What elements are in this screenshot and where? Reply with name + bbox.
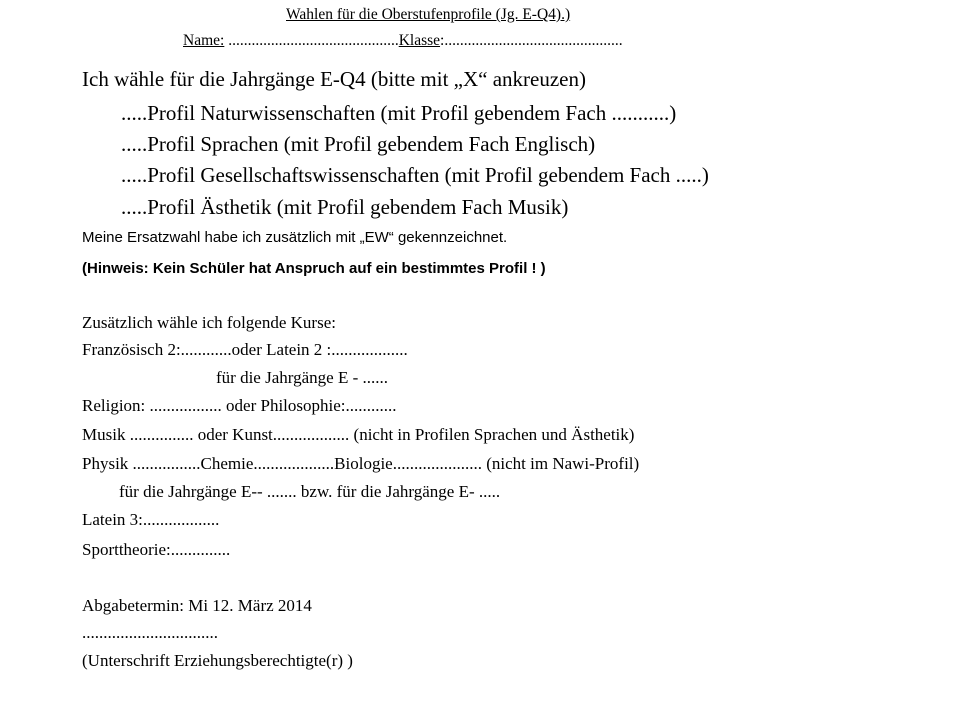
sporttheorie-row: Sporttheorie:.............. — [82, 540, 231, 559]
signature-label: (Unterschrift Erziehungsberechtigte(r) ) — [82, 651, 353, 670]
klasse-blank: :.............................................. — [440, 32, 623, 49]
profile-naturwissenschaften: .....Profil Naturwissenschaften (mit Profil gebendem Fach ...........) — [121, 101, 677, 125]
musik-row: Musik ............... oder Kunst.................. (nicht in Profilen Sprachen und Ästhetik) — [82, 425, 635, 444]
profile-aesthetik: .....Profil Ästhetik (mit Profil gebendem Fach Musik) — [121, 195, 569, 219]
french-latin-row: Französisch 2:............oder Latein 2 :.................. — [82, 340, 408, 359]
physik-row: Physik ................Chemie...................Biologie..................... (nicht im Nawi-Profil) — [82, 454, 640, 473]
abgabetermin: Abgabetermin: Mi 12. März 2014 — [82, 596, 312, 615]
signature-line: ................................ — [82, 623, 218, 642]
religion-row: Religion: ................. oder Philosophie:............ — [82, 396, 397, 415]
jahrgaenge-range-row: für die Jahrgänge E-- ....... bzw. für die Jahrgänge E- ..... — [119, 482, 501, 501]
profile-sprachen: .....Profil Sprachen (mit Profil gebendem Fach Englisch) — [121, 132, 596, 156]
profile-gesellschaftswissenschaften: .....Profil Gesellschaftswissenschaften (mit Profil gebendem Fach .....) — [121, 163, 709, 187]
klasse-label: Klasse — [398, 32, 441, 49]
intro-text: Ich wähle für die Jahrgänge E-Q4 (bitte mit „X“ ankreuzen) — [82, 67, 586, 91]
name-blank: ............................................ — [224, 32, 399, 49]
form-title: Wahlen für die Oberstufenprofile (Jg. E-Q4).) — [286, 6, 571, 23]
name-label: Name: — [183, 32, 225, 49]
ersatzwahl-note: Meine Ersatzwahl habe ich zusätzlich mit „EW“ gekennzeichnet. — [82, 229, 508, 246]
hinweis-note: (Hinweis: Kein Schüler hat Anspruch auf ein bestimmtes Profil ! ) — [82, 260, 546, 277]
courses-heading: Zusätzlich wähle ich folgende Kurse: — [82, 313, 336, 332]
jahrgaenge-e-row: für die Jahrgänge E - ...... — [216, 368, 388, 387]
name-klasse-row — [183, 32, 623, 50]
latein3-row: Latein 3:.................. — [82, 510, 220, 529]
